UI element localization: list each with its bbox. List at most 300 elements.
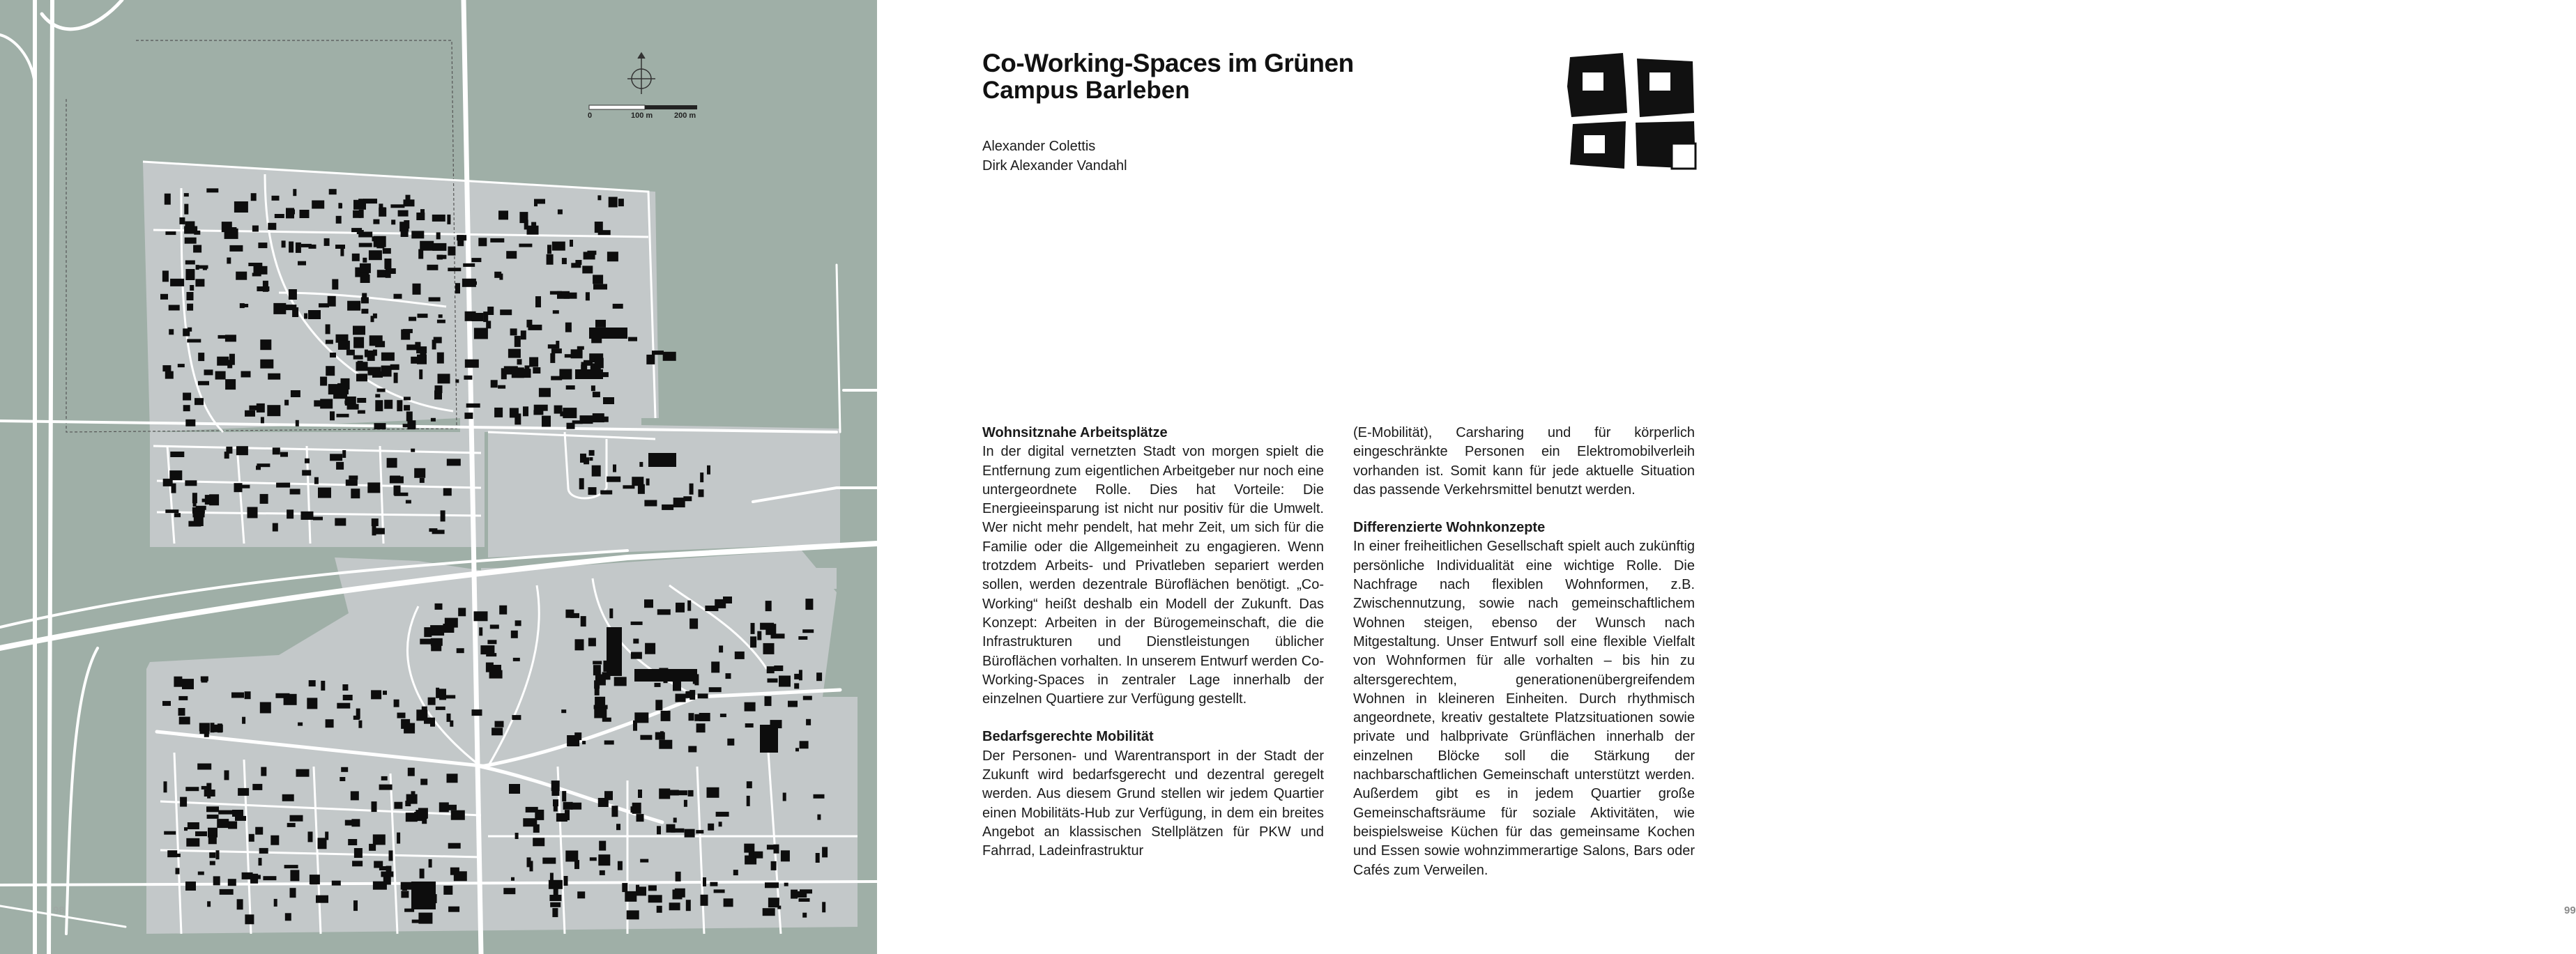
building bbox=[353, 355, 363, 360]
building bbox=[241, 371, 251, 378]
building bbox=[238, 788, 249, 796]
building bbox=[326, 340, 333, 344]
building bbox=[384, 259, 391, 269]
building bbox=[164, 831, 176, 835]
building bbox=[430, 718, 435, 727]
building bbox=[211, 725, 223, 732]
building bbox=[340, 777, 345, 781]
building bbox=[329, 189, 337, 194]
building bbox=[803, 696, 812, 700]
building bbox=[553, 799, 558, 806]
building bbox=[638, 790, 642, 798]
building bbox=[802, 913, 807, 918]
building bbox=[628, 337, 637, 341]
building bbox=[822, 847, 828, 857]
building bbox=[689, 484, 694, 495]
building bbox=[688, 790, 694, 797]
building bbox=[291, 390, 300, 397]
building bbox=[735, 652, 745, 659]
building bbox=[428, 698, 436, 705]
building bbox=[401, 891, 409, 898]
building bbox=[257, 463, 270, 467]
building bbox=[802, 629, 814, 633]
building bbox=[381, 353, 395, 361]
building bbox=[464, 413, 473, 419]
building bbox=[436, 232, 441, 239]
building bbox=[371, 316, 374, 322]
building bbox=[252, 784, 262, 790]
building bbox=[272, 196, 280, 201]
building bbox=[353, 337, 364, 348]
building bbox=[727, 739, 734, 746]
building bbox=[447, 459, 461, 466]
building bbox=[439, 802, 449, 812]
building bbox=[296, 769, 310, 777]
building bbox=[170, 452, 184, 457]
building bbox=[661, 711, 671, 721]
author-list bbox=[982, 137, 1127, 176]
building bbox=[750, 636, 756, 647]
building bbox=[204, 369, 213, 375]
building bbox=[342, 450, 346, 458]
building bbox=[670, 905, 673, 909]
building bbox=[531, 222, 536, 228]
building bbox=[401, 229, 409, 237]
building bbox=[443, 886, 452, 895]
building bbox=[360, 275, 370, 283]
building bbox=[204, 790, 215, 797]
building bbox=[232, 810, 243, 817]
building bbox=[290, 888, 296, 898]
building bbox=[236, 485, 250, 488]
building bbox=[236, 446, 248, 455]
building bbox=[483, 311, 488, 322]
building bbox=[195, 831, 207, 836]
building bbox=[491, 728, 503, 735]
building bbox=[403, 329, 413, 333]
building bbox=[354, 848, 363, 858]
building bbox=[550, 353, 555, 363]
text-column-right bbox=[1353, 424, 1695, 880]
building bbox=[676, 872, 681, 882]
building bbox=[716, 812, 729, 817]
building bbox=[437, 320, 445, 323]
building bbox=[565, 851, 578, 862]
building bbox=[273, 447, 280, 454]
building bbox=[325, 831, 328, 840]
building bbox=[316, 895, 328, 903]
building bbox=[289, 242, 294, 253]
building bbox=[260, 339, 271, 350]
building bbox=[201, 786, 209, 790]
building bbox=[208, 836, 217, 844]
building bbox=[373, 220, 379, 224]
building bbox=[227, 258, 231, 264]
building bbox=[359, 210, 364, 218]
building bbox=[382, 207, 386, 211]
building bbox=[719, 822, 722, 826]
building bbox=[710, 882, 717, 886]
building bbox=[174, 677, 182, 687]
building bbox=[347, 301, 360, 311]
building bbox=[209, 494, 219, 505]
building bbox=[549, 895, 561, 901]
building bbox=[634, 669, 697, 682]
page-number-right: 99 bbox=[2564, 905, 2576, 916]
building bbox=[429, 859, 432, 868]
building bbox=[622, 883, 627, 892]
building bbox=[720, 714, 726, 717]
building bbox=[534, 405, 548, 411]
building bbox=[404, 199, 415, 206]
building bbox=[424, 627, 432, 637]
building bbox=[213, 876, 220, 885]
building bbox=[673, 817, 677, 822]
building bbox=[217, 357, 229, 366]
building bbox=[245, 691, 251, 699]
building bbox=[404, 397, 411, 400]
building bbox=[178, 708, 185, 716]
building bbox=[346, 350, 355, 355]
building bbox=[584, 252, 595, 259]
building bbox=[554, 806, 558, 812]
building bbox=[185, 480, 197, 486]
building bbox=[701, 895, 708, 906]
building bbox=[707, 466, 710, 475]
building bbox=[193, 498, 197, 507]
building bbox=[404, 405, 410, 410]
building bbox=[533, 367, 540, 374]
building bbox=[795, 891, 807, 898]
building bbox=[255, 827, 263, 835]
section-body: In einer freiheitlichen Gesellschaft spielt auch zukünftig persönliche Individualität eine wichtige Rolle. Die Nachfrage nach flexiblen Wohnformen, z.B. Zwischennutzung, sowie nach gemeinschaftlichem Wohnen steigen, ebenso der Wunsch nach Mitgestaltung. Unser Entwurf soll eine flexible Vielfalt von Wohnformen für alle vorhalten – bis hin zu altersgerechtem, generationenübergreifendem Wohnen in kleineren Einheiten. Durch rhythmisch angeordnete, kreativ gestaltete Platzsituationen sowie private und halbprivate Grünflächen innerhalb der einzelnen Blöcke soll die Stärkung der nachbarschaftlichen Gemeinschaft unterstützt werden. Außerdem gibt es in jedem Quartier große Gemeinschaftsräume für soziale Aktivitäten, wie beispielsweise Küchen für das gemeinsame Kochen und Essen sowie wohnzimmerartige Salons, Bars oder Cafés zum Verweilen. bbox=[1353, 539, 1695, 878]
building bbox=[201, 679, 208, 683]
building bbox=[280, 452, 288, 457]
building bbox=[673, 498, 685, 507]
building bbox=[455, 379, 459, 383]
building bbox=[224, 452, 229, 459]
building bbox=[335, 518, 346, 526]
building bbox=[415, 342, 420, 349]
building bbox=[390, 204, 404, 208]
building bbox=[247, 507, 258, 518]
building bbox=[448, 843, 461, 849]
building bbox=[169, 305, 180, 311]
building bbox=[472, 709, 482, 716]
building bbox=[534, 199, 545, 204]
building bbox=[407, 420, 416, 429]
building bbox=[636, 886, 646, 895]
building bbox=[798, 636, 807, 640]
building bbox=[513, 658, 520, 661]
building bbox=[714, 889, 725, 893]
section-heading: Wohnsitznahe Arbeitsplätze bbox=[982, 425, 1168, 440]
building bbox=[457, 235, 464, 246]
building bbox=[794, 674, 801, 679]
building bbox=[369, 335, 383, 346]
building bbox=[447, 774, 458, 783]
building bbox=[165, 509, 178, 513]
building bbox=[676, 694, 686, 702]
building bbox=[458, 608, 466, 616]
building bbox=[416, 709, 427, 721]
building bbox=[176, 868, 180, 875]
building bbox=[781, 850, 790, 861]
building bbox=[768, 679, 778, 683]
building bbox=[487, 640, 496, 644]
building bbox=[358, 232, 372, 238]
building bbox=[373, 350, 377, 356]
building bbox=[600, 491, 612, 495]
building bbox=[195, 398, 204, 405]
building bbox=[290, 815, 303, 822]
building bbox=[274, 899, 277, 907]
building bbox=[604, 741, 614, 745]
building bbox=[574, 732, 581, 740]
building bbox=[441, 510, 445, 521]
building bbox=[290, 870, 299, 881]
building bbox=[332, 279, 338, 290]
building bbox=[571, 349, 583, 358]
building bbox=[684, 800, 687, 807]
building bbox=[394, 294, 402, 299]
building bbox=[249, 834, 254, 842]
building bbox=[632, 803, 641, 814]
building bbox=[228, 822, 237, 829]
building bbox=[237, 899, 243, 909]
building bbox=[436, 707, 445, 710]
building bbox=[598, 854, 610, 865]
building bbox=[290, 489, 300, 495]
building bbox=[564, 876, 568, 886]
building bbox=[245, 914, 254, 924]
building bbox=[374, 861, 383, 868]
building bbox=[185, 787, 199, 791]
building bbox=[613, 465, 616, 472]
building bbox=[799, 898, 810, 902]
building bbox=[490, 238, 504, 243]
building bbox=[185, 882, 196, 891]
building bbox=[757, 631, 761, 640]
building bbox=[696, 830, 703, 833]
building bbox=[261, 417, 264, 423]
building bbox=[767, 666, 775, 673]
building bbox=[627, 910, 639, 919]
building bbox=[744, 844, 754, 853]
scale-bar bbox=[589, 105, 697, 109]
building bbox=[455, 283, 460, 293]
building bbox=[604, 791, 613, 800]
building bbox=[466, 403, 480, 408]
building bbox=[570, 240, 573, 247]
building bbox=[633, 639, 639, 644]
text-column-left bbox=[982, 424, 1324, 861]
building bbox=[581, 616, 586, 626]
building bbox=[353, 326, 365, 335]
building bbox=[286, 208, 294, 218]
building bbox=[760, 623, 774, 630]
building bbox=[339, 203, 342, 208]
building bbox=[510, 408, 519, 417]
building bbox=[582, 266, 593, 273]
building bbox=[268, 374, 280, 380]
building bbox=[162, 270, 169, 282]
building bbox=[185, 238, 197, 244]
building bbox=[760, 725, 778, 753]
building bbox=[595, 697, 605, 708]
building bbox=[330, 454, 342, 461]
building bbox=[777, 906, 781, 909]
building bbox=[261, 767, 266, 776]
building bbox=[229, 245, 243, 252]
building bbox=[594, 680, 600, 688]
block-plan-logo-icon bbox=[1567, 53, 1696, 170]
building bbox=[326, 719, 334, 728]
building bbox=[590, 857, 597, 861]
building bbox=[675, 790, 687, 795]
building bbox=[646, 355, 655, 364]
building bbox=[282, 240, 286, 247]
building bbox=[564, 293, 577, 299]
building bbox=[351, 819, 360, 826]
building bbox=[270, 836, 279, 845]
building bbox=[698, 693, 708, 698]
building bbox=[312, 201, 324, 209]
building bbox=[324, 238, 330, 246]
building bbox=[464, 376, 472, 380]
building bbox=[236, 272, 247, 280]
building bbox=[487, 307, 494, 315]
building bbox=[685, 829, 695, 838]
building bbox=[267, 405, 280, 416]
building bbox=[210, 861, 215, 865]
page-number-left: 98 bbox=[53, 905, 65, 916]
building bbox=[429, 528, 437, 532]
building bbox=[418, 314, 428, 318]
building bbox=[602, 718, 611, 722]
building bbox=[184, 204, 188, 215]
building bbox=[515, 620, 521, 626]
building bbox=[234, 201, 248, 213]
building bbox=[435, 603, 443, 610]
building bbox=[618, 199, 624, 206]
building bbox=[634, 712, 648, 723]
building bbox=[252, 226, 259, 232]
building bbox=[351, 791, 359, 800]
building bbox=[724, 898, 733, 907]
building bbox=[197, 266, 208, 269]
building bbox=[439, 314, 443, 318]
building bbox=[216, 850, 220, 859]
building bbox=[381, 366, 392, 377]
building bbox=[645, 643, 655, 654]
building bbox=[771, 861, 777, 870]
building bbox=[719, 645, 723, 652]
building bbox=[330, 353, 336, 357]
north-arrow-icon bbox=[627, 53, 655, 94]
building bbox=[224, 770, 229, 780]
building bbox=[655, 683, 661, 687]
building bbox=[686, 900, 691, 911]
building bbox=[374, 423, 386, 429]
building bbox=[436, 688, 439, 698]
building bbox=[372, 236, 376, 241]
building bbox=[260, 494, 268, 504]
building bbox=[373, 882, 387, 890]
building bbox=[689, 713, 694, 721]
building bbox=[609, 197, 618, 208]
building bbox=[524, 220, 528, 229]
building bbox=[783, 793, 786, 801]
building bbox=[443, 624, 454, 633]
building bbox=[190, 285, 194, 291]
building bbox=[448, 268, 461, 271]
building bbox=[436, 255, 446, 259]
section-body: (E-Mobilität), Carsharing und für körperlich eingeschränkte Personen ein Elektromobilverleih vorhanden ist. Somit kann für jede aktuelle Situation das passende Verkehrsmittel benutzt werden. bbox=[1353, 425, 1695, 498]
building bbox=[550, 291, 562, 295]
building bbox=[657, 609, 671, 615]
building bbox=[607, 252, 618, 261]
building bbox=[404, 723, 415, 734]
building bbox=[435, 385, 443, 393]
building bbox=[348, 839, 357, 845]
building bbox=[185, 222, 195, 228]
building bbox=[367, 482, 380, 493]
building bbox=[438, 374, 450, 383]
building bbox=[259, 848, 268, 854]
article-page bbox=[877, 0, 2576, 954]
building bbox=[598, 230, 611, 235]
building bbox=[406, 412, 413, 422]
building bbox=[817, 815, 821, 820]
building bbox=[528, 325, 542, 330]
building bbox=[185, 420, 195, 426]
building bbox=[397, 833, 400, 844]
building bbox=[321, 681, 325, 691]
building bbox=[494, 272, 501, 278]
building bbox=[767, 845, 776, 849]
building bbox=[229, 354, 235, 365]
building bbox=[515, 336, 521, 347]
building bbox=[454, 871, 467, 881]
building bbox=[289, 289, 297, 300]
building bbox=[411, 449, 415, 452]
building bbox=[330, 411, 335, 420]
building bbox=[640, 735, 652, 740]
building bbox=[523, 406, 528, 416]
building bbox=[404, 220, 409, 229]
building bbox=[431, 638, 443, 646]
building bbox=[676, 603, 685, 613]
building bbox=[185, 269, 195, 280]
building bbox=[688, 746, 696, 753]
building bbox=[381, 776, 388, 780]
building bbox=[747, 796, 750, 806]
building bbox=[572, 420, 583, 424]
building bbox=[474, 611, 488, 621]
building bbox=[616, 824, 620, 830]
building bbox=[353, 900, 358, 911]
building bbox=[351, 488, 360, 498]
building bbox=[361, 309, 368, 314]
building bbox=[187, 304, 193, 311]
building bbox=[332, 881, 341, 886]
building bbox=[408, 768, 415, 776]
building bbox=[806, 719, 811, 725]
building bbox=[542, 858, 556, 864]
building bbox=[352, 254, 360, 261]
building bbox=[465, 360, 479, 368]
